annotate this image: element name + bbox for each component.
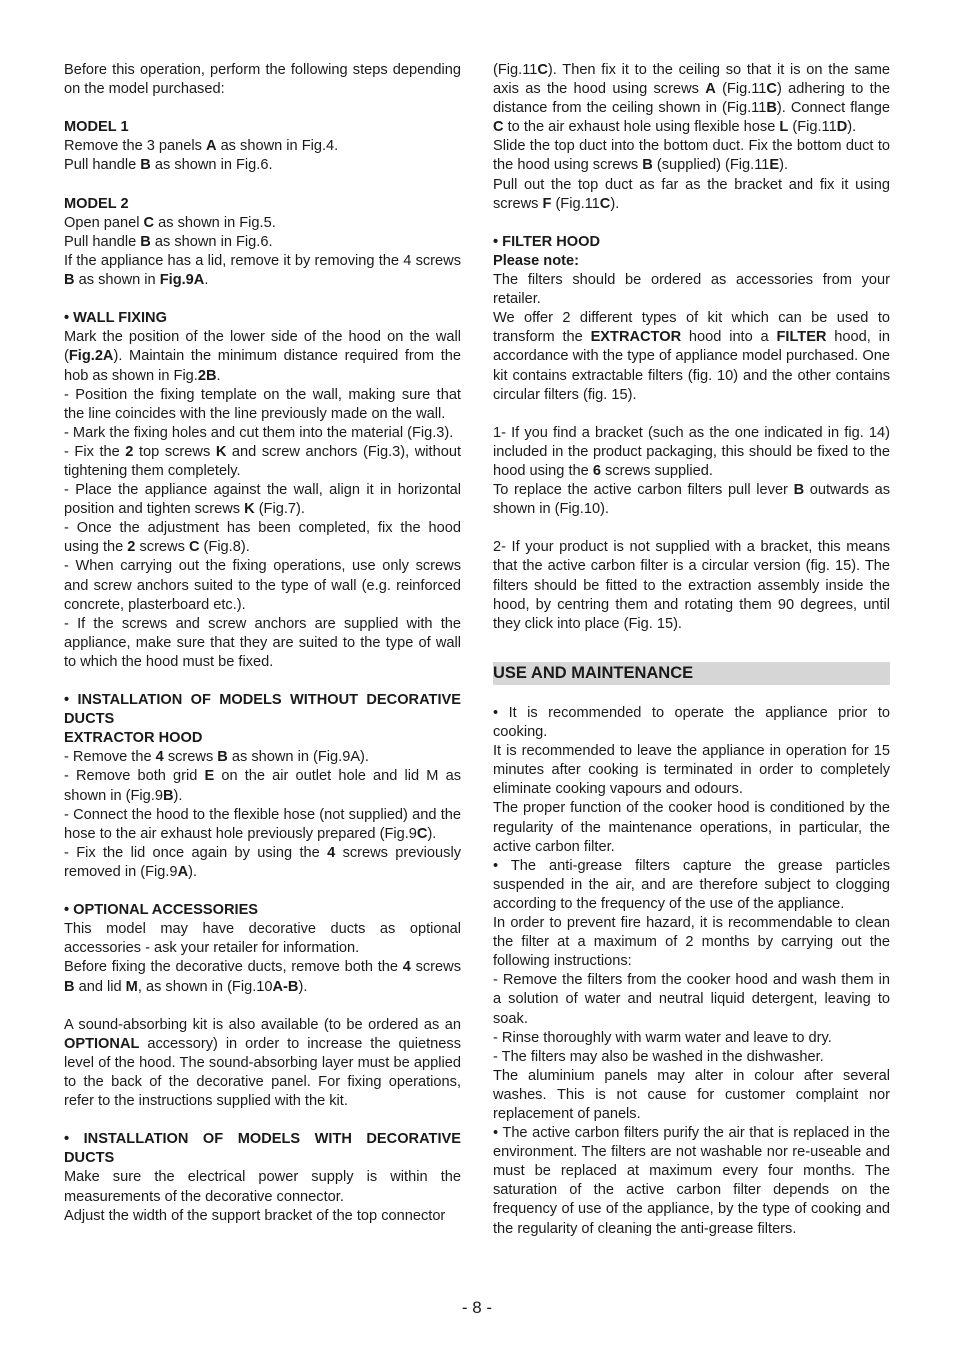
paragraph: In order to prevent fire hazard, it is recommendable to clean the filter at a maximum of 2 months by carrying out the following instructions: bbox=[493, 915, 890, 970]
paragraph: It is recommended to leave the appliance in operation for 15 minutes after cooking is terminated in order to completely eliminate cooking vapours and odours. bbox=[493, 743, 890, 798]
paragraph-gap bbox=[64, 176, 461, 195]
paragraph: • The active carbon filters purify the air that is replaced in the environment. The filters are not washable nor re-useable and must be replaced at maximum every four months. The saturation of the active carbon filter depends on the frequency of use of the appliance, by the type of cooking and the regularity of cleaning the anti-grease filters. bbox=[493, 1125, 890, 1237]
paragraph-gap bbox=[493, 405, 890, 424]
paragraph: A sound-absorbing kit is also available (to be ordered as an OPTIONAL accessory) in order to increase the quietness level of the hood. The sound-absorbing layer must be applied to the back of the decorative panel. For fixing operations, refer to the instructions supplied with the kit. bbox=[64, 1016, 461, 1110]
paragraph: - Remove both grid E on the air outlet hole and lid M as shown in (Fig.9B). bbox=[64, 768, 461, 804]
paragraph: (Fig.11C). Then fix it to the ceiling so that it is on the same axis as the hood using screws A (Fig.11C) adhering to the distance from the ceiling shown in (Fig.11B). Connect flange C to the air exhaust hole using flexible hose L (Fig.11D). bbox=[493, 62, 890, 136]
paragraph-gap bbox=[493, 214, 890, 233]
paragraph: The aluminium panels may alter in colour after several washes. This is not cause for customer complaint nor replacement of panels. bbox=[493, 1067, 890, 1122]
page-number: - 8 - bbox=[461, 1298, 493, 1317]
paragraph: - The filters may also be washed in the dishwasher. bbox=[493, 1048, 824, 1065]
section-heading: • OPTIONAL ACCESSORIES bbox=[64, 902, 259, 919]
paragraph: This model may have decorative ducts as optional accessories - ask your retailer for information. bbox=[64, 921, 461, 957]
paragraph: Pull out the top duct as far as the bracket and fix it using screws F (Fig.11C). bbox=[493, 176, 890, 212]
paragraph: • The anti-grease filters capture the grease particles suspended in the air, and are therefore subject to clogging according to the frequency of the use of the appliance. bbox=[493, 857, 890, 912]
paragraph: The proper function of the cooker hood is conditioned by the regularity of the maintenance operations, in particular, the active carbon filter. bbox=[493, 800, 890, 855]
paragraph: Pull handle B as shown in Fig.6. bbox=[64, 233, 273, 250]
paragraph: - Remove the filters from the cooker hood and wash them in a solution of water and neutral liquid detergent, leaving to soak. bbox=[493, 972, 890, 1027]
section-heading: • INSTALLATION OF MODELS WITH DECORATIVE DUCTS bbox=[64, 1131, 461, 1167]
left-column bbox=[64, 61, 461, 1226]
paragraph: - Remove the 4 screws B as shown in (Fig.9A). bbox=[64, 749, 369, 766]
paragraph: Before this operation, perform the following steps depending on the model purchased: bbox=[64, 62, 461, 98]
section-title-bar: USE AND MAINTENANCE bbox=[493, 662, 890, 685]
paragraph: - Once the adjustment has been completed, fix the hood using the 2 screws C (Fig.8). bbox=[64, 520, 461, 556]
paragraph-gap bbox=[64, 290, 461, 309]
paragraph-gap bbox=[493, 519, 890, 538]
paragraph: - Connect the hood to the flexible hose (not supplied) and the hose to the air exhaust hole previously prepared (Fig.9C). bbox=[64, 806, 461, 842]
paragraph-gap bbox=[493, 634, 890, 653]
paragraph: We offer 2 different types of kit which can be used to transform the EXTRACTOR hood into a FILTER hood, in accordance with the type of appliance model purchased. One kit contains extractable filters (fig. 10) and the other contains circular filters (fig. 15). bbox=[493, 310, 890, 403]
paragraph: - Fix the 2 top screws K and screw anchors (Fig.3), without tightening them completely. bbox=[64, 443, 462, 479]
paragraph-gap bbox=[64, 672, 461, 691]
paragraph-gap bbox=[64, 99, 461, 118]
paragraph: 1- If you find a bracket (such as the one indicated in fig. 14) included in the product packaging, this should be fixed to the hood using the 6 screws supplied. bbox=[493, 424, 890, 479]
paragraph: - Mark the fixing holes and cut them into the material (Fig.3). bbox=[64, 424, 454, 441]
paragraph: Mark the position of the lower side of the hood on the wall (Fig.2A). Maintain the minimum distance required from the hob as shown in Fig.2B. bbox=[64, 329, 461, 384]
paragraph-gap bbox=[64, 1111, 461, 1130]
paragraph: - When carrying out the fixing operations, use only screws and screw anchors suited to the type of wall (e.g. reinforced concrete, plasterboard etc.). bbox=[64, 558, 461, 613]
paragraph: The filters should be ordered as accessories from your retailer. bbox=[493, 272, 890, 308]
paragraph: Slide the top duct into the bottom duct. Fix the bottom duct to the hood using screws B (supplied) (Fig.11E). bbox=[493, 138, 890, 174]
paragraph-gap bbox=[64, 997, 461, 1016]
paragraph: If the appliance has a lid, remove it by removing the 4 screws B as shown in Fig.9A. bbox=[64, 252, 461, 289]
section-heading: • INSTALLATION OF MODELS WITHOUT DECORATIVE DUCTS bbox=[64, 692, 461, 728]
paragraph: Adjust the width of the support bracket of the top connector bbox=[64, 1207, 446, 1224]
section-heading: EXTRACTOR HOOD bbox=[64, 730, 203, 747]
section-heading: MODEL 1 bbox=[64, 119, 129, 136]
section-heading: MODEL 2 bbox=[64, 195, 129, 212]
paragraph-gap bbox=[493, 685, 890, 704]
right-column bbox=[493, 61, 890, 1239]
paragraph: - Fix the lid once again by using the 4 screws previously removed in (Fig.9A). bbox=[64, 844, 461, 880]
paragraph: Before fixing the decorative ducts, remove both the 4 screws B and lid M, as shown in (Fig.10A-B). bbox=[64, 959, 461, 995]
paragraph: - Position the fixing template on the wall, making sure that the line coincides with the line previously made on the wall. bbox=[64, 386, 461, 422]
section-heading: Please note: bbox=[493, 252, 579, 269]
paragraph: 2- If your product is not supplied with a bracket, this means that the active carbon filter is a circular version (fig. 15). The filters should be fitted to the extraction assembly inside the hood, by centring them and rotating them 90 degrees, until they click into place (Fig. 15). bbox=[493, 539, 890, 632]
section-heading: • WALL FIXING bbox=[64, 310, 167, 327]
paragraph: - Rinse thoroughly with warm water and leave to dry. bbox=[493, 1029, 832, 1046]
paragraph: • It is recommended to operate the appliance prior to cooking. bbox=[493, 705, 890, 741]
paragraph: Open panel C as shown in Fig.5. bbox=[64, 214, 276, 231]
paragraph: - Place the appliance against the wall, align it in horizontal position and tighten screws K (Fig.7). bbox=[64, 482, 461, 518]
paragraph: Make sure the electrical power supply is within the measurements of the decorative connector. bbox=[64, 1169, 461, 1205]
paragraph: Pull handle B as shown in Fig.6. bbox=[64, 157, 273, 174]
section-heading: • FILTER HOOD bbox=[493, 233, 600, 250]
paragraph: To replace the active carbon filters pull lever B outwards as shown in (Fig.10). bbox=[493, 482, 890, 518]
paragraph-gap bbox=[64, 882, 461, 901]
paragraph: Remove the 3 panels A as shown in Fig.4. bbox=[64, 138, 339, 155]
paragraph: - If the screws and screw anchors are supplied with the appliance, make sure that they are suited to the type of wall to which the hood must be fixed. bbox=[64, 615, 461, 670]
